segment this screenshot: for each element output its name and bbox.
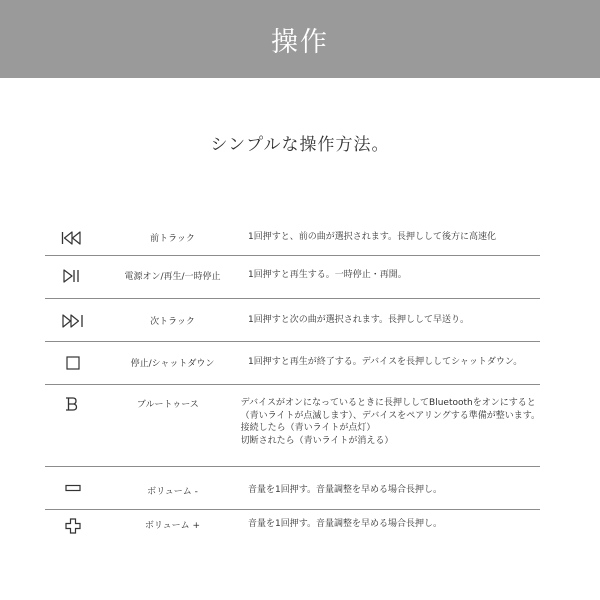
- operation-label: 次トラック: [150, 317, 195, 327]
- operation-description: 音量を1回押す。音量調整を早める場合長押し。: [248, 519, 443, 529]
- operation-label: ブルートゥース: [136, 400, 199, 410]
- operation-row-stop: [45, 342, 540, 385]
- operation-description: 1回押すと次の曲が選択されます。長押しして早送り。: [248, 315, 470, 325]
- operation-description: 音量を1回押す。音量調整を早める場合長押し。: [248, 485, 443, 495]
- operation-row-previous-track: [45, 218, 540, 256]
- operation-description: 1回押すと再生が終了する。デバイスを長押ししてシャットダウン。: [248, 357, 523, 367]
- header-bar: [0, 0, 600, 78]
- operation-label: 電源オン/再生/一時停止: [124, 272, 221, 282]
- operation-row-bluetooth: [45, 385, 540, 467]
- operation-row-next-track: [45, 299, 540, 342]
- operation-description: デバイスがオンになっているときに長押ししてBluetoothをオンにすると （青いライトが点滅します）、デバイスをペアリングする準備が整います。 接続したら（青いライトが点灯） 切断されたら（青いライトが消える）: [240, 398, 540, 446]
- operation-description: 1回押すと、前の曲が選択されます。長押しして後方に高速化: [248, 232, 497, 242]
- volume-down-icon: [65, 484, 81, 492]
- operation-label: ボリューム -: [147, 487, 198, 497]
- subtitle: シンプルな操作方法。: [210, 135, 390, 155]
- operation-row-volume-down: [45, 467, 540, 510]
- volume-up-icon: [65, 518, 81, 534]
- operations-table: [45, 218, 540, 550]
- operation-row-play-pause: [45, 256, 540, 299]
- operation-label: 前トラック: [150, 234, 195, 244]
- stop-icon: [66, 356, 80, 370]
- next-track-icon: [61, 314, 85, 328]
- operation-label: ボリューム +: [144, 521, 201, 531]
- play-pause-icon: [62, 269, 84, 283]
- page-title: 操作: [271, 26, 329, 58]
- operation-label: 停止/シャットダウン: [130, 359, 215, 369]
- bluetooth-icon: [64, 397, 78, 411]
- previous-track-icon: [61, 231, 85, 245]
- operation-description: 1回押すと再生する。一時停止・再開。: [248, 270, 407, 280]
- operation-row-volume-up: [45, 510, 540, 550]
